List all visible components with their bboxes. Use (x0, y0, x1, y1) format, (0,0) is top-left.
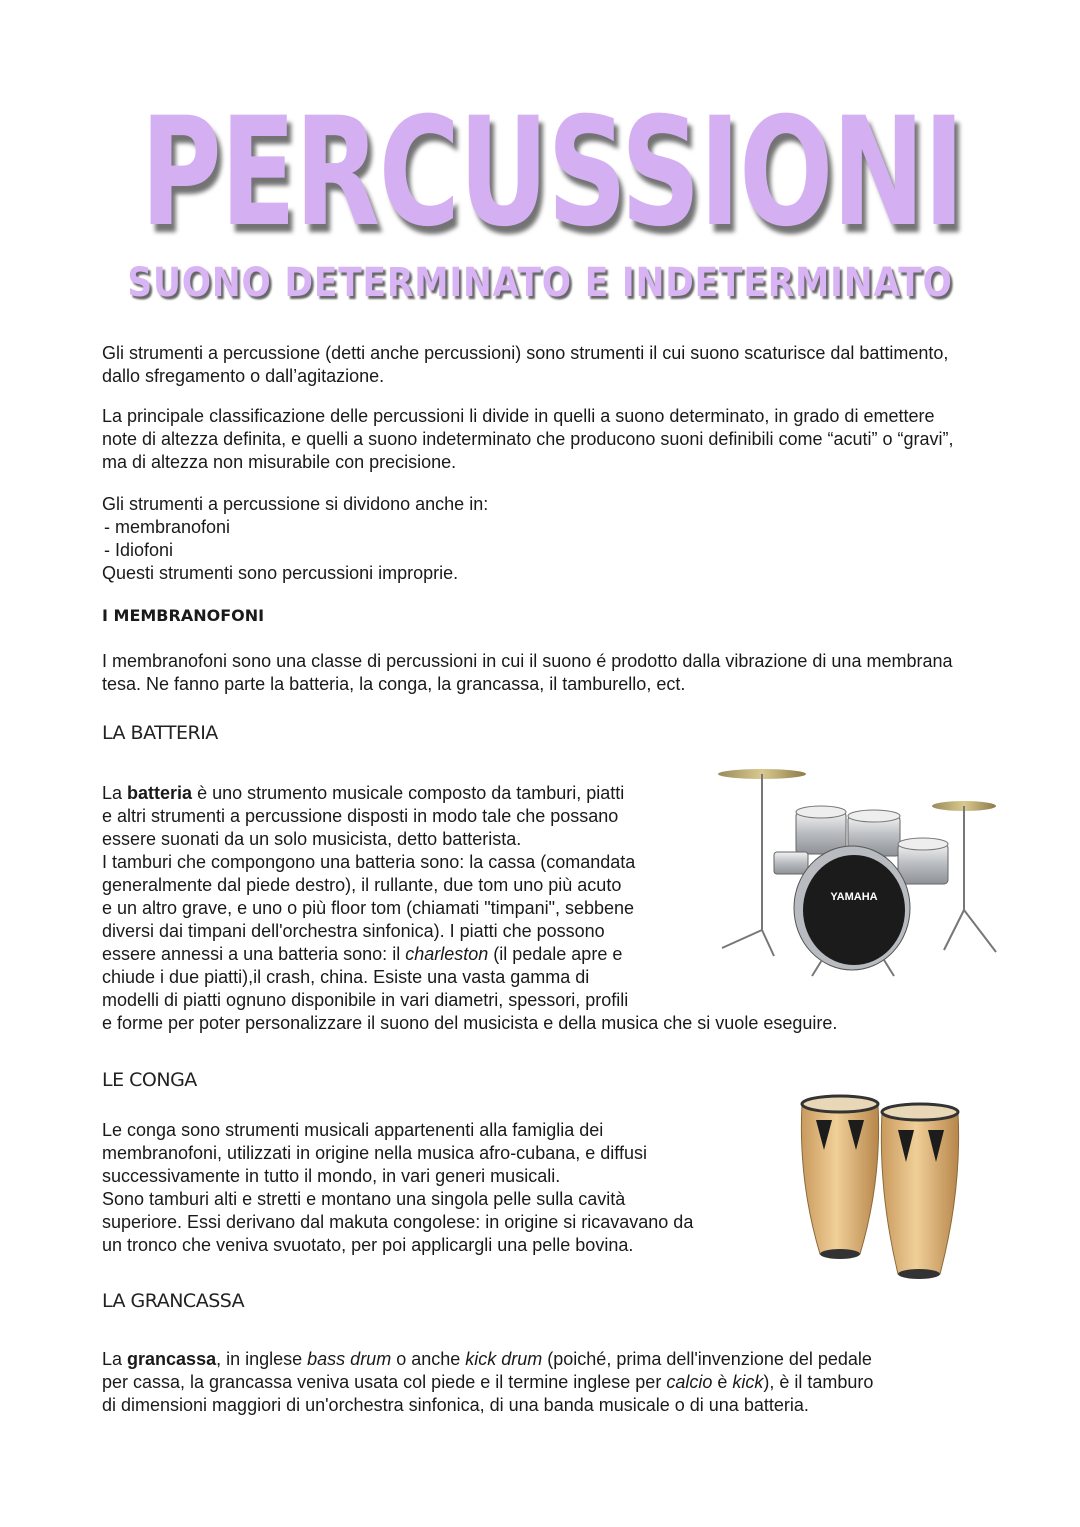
intro-list-end: Questi strumenti sono percussioni improprie. (102, 563, 459, 583)
conga-paragraph (102, 1119, 782, 1257)
batteria-line: essere annessi a una batteria sono: il charleston (il pedale apre e (102, 944, 623, 964)
intro-list-lead: Gli strumenti a percussione si dividono anche in: (102, 494, 489, 514)
batteria-line: e altri strumenti a percussione disposti in modo tale che possano (102, 806, 619, 826)
conga-line: successivamente in tutto il mondo, in vari generi musicali. (102, 1166, 561, 1186)
batteria-line: essere suonati da un solo musicista, detto batterista. (102, 829, 522, 849)
drum-kit-image (712, 760, 1004, 982)
batteria-line: La batteria è uno strumento musicale composto da tamburi, piatti (102, 783, 625, 803)
bass-drum-head (803, 855, 905, 965)
conga-image (794, 1090, 974, 1280)
page-subtitle: SUONO DETERMINATO E INDETERMINATO (127, 260, 953, 306)
conga-line: Le conga sono strumenti musicali appartenenti alla famiglia dei (102, 1120, 604, 1140)
membranofoni-heading: I MEMBRANOFONI (102, 606, 265, 625)
conga-drum-left (801, 1096, 878, 1259)
list-item: - membranofoni (104, 517, 231, 537)
list-item: - Idiofoni (104, 540, 174, 560)
grancassa-paragraph (102, 1348, 982, 1417)
batteria-line: diversi dai timpani dell'orchestra sinfonica). I piatti che possono (102, 921, 605, 941)
conga-line: un tronco che veniva svuotato, per poi applicargli una pelle bovina. (102, 1235, 634, 1255)
batteria-title: LA BATTERIA (102, 722, 218, 744)
batteria-line: generalmente dal piede destro), il rullante, due tom uno più acuto (102, 875, 622, 895)
snare-drum (774, 852, 808, 874)
grancassa-title: LA GRANCASSA (102, 1290, 245, 1312)
intro-paragraph-3 (102, 493, 972, 585)
batteria-line: modelli di piatti ognuno disponibile in vari diametri, spessori, profili (102, 990, 629, 1010)
conga-line: membranofoni, utilizzati in origine nella musica afro-cubana, e diffusi (102, 1143, 647, 1163)
intro-paragraph-1: Gli strumenti a percussione (detti anche percussioni) sono strumenti il cui suono scaturisce dal battimento, dallo sfregamento o dall’agitazione. (102, 343, 949, 386)
batteria-line: e forme per poter personalizzare il suono del musicista e della musica che si vuole eseguire. (102, 1013, 838, 1033)
grancassa-line: di dimensioni maggiori di un'orchestra sinfonica, di una banda musicale o di una batteria. (102, 1395, 809, 1415)
conga-line: Sono tamburi alti e stretti e montano una singola pelle sulla cavità (102, 1189, 626, 1209)
page-title: PERCUSSIONI (140, 86, 964, 260)
batteria-line: e un altro grave, e uno o più floor tom (chiamati "timpani", sebbene (102, 898, 635, 918)
membranofoni-paragraph: I membranofoni sono una classe di percussioni in cui il suono é prodotto dalla vibrazione di una membrana tesa. Ne fanno parte la batteria, la conga, la grancassa, il tamburello, ect. (102, 651, 953, 694)
drum-brand: YAMAHA (830, 891, 878, 903)
conga-line: superiore. Essi derivano dal makuta congolese: in origine si ricavavano da (102, 1212, 694, 1232)
intro-paragraph-2: La principale classificazione delle percussioni li divide in quelli a suono determinato, in grado di emettere note di altezza definita, e quelli a suono indeterminato che producono suoni definibili come “acuti” o “gravi”, ma di altezza non misurabile con precisione. (102, 406, 954, 472)
conga-drum-right (881, 1104, 958, 1279)
batteria-line: I tamburi che compongono una batteria sono: la cassa (comandata (102, 852, 636, 872)
conga-title: LE CONGA (102, 1069, 197, 1091)
batteria-line: chiude i due piatti),il crash, china. Esiste una vasta gamma di (102, 967, 590, 987)
grancassa-line: per cassa, la grancassa veniva usata col piede e il termine inglese per calcio è kick), è il tamburo (102, 1372, 874, 1392)
grancassa-line: La grancassa, in inglese bass drum o anche kick drum (poiché, prima dell'invenzione del pedale (102, 1349, 872, 1369)
